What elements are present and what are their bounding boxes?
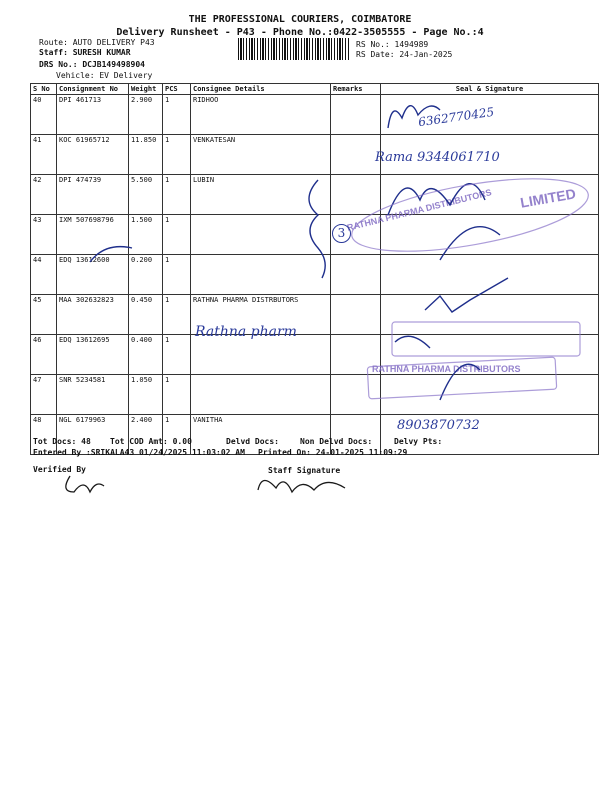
cell-consignment: MAA 302632823 bbox=[57, 295, 129, 335]
total-docs: Tot Docs: 48 bbox=[33, 437, 91, 446]
cell-consignment: SNR 5234581 bbox=[57, 375, 129, 415]
cell-sno: 48 bbox=[31, 415, 57, 455]
handwritten-circled-number: 3 bbox=[332, 224, 351, 243]
cell-consignee: RATHNA PHARMA DISTRBUTORS bbox=[191, 295, 331, 335]
entered-by: Entered By :SRIKALA43 01/24/2025 11:03:02 AM bbox=[33, 448, 245, 457]
handwritten-note-row41: Rama 9344061710 bbox=[375, 150, 500, 165]
cell-pcs: 1 bbox=[163, 95, 191, 135]
stamp-oval-top bbox=[347, 165, 594, 266]
staff: Staff: SURESH KUMAR bbox=[39, 48, 131, 57]
cell-consignment: KOC 61965712 bbox=[57, 135, 129, 175]
col-consignee: Consignee Details bbox=[191, 84, 331, 95]
cell-pcs: 1 bbox=[163, 415, 191, 455]
cell-weight: 2.400 bbox=[129, 415, 163, 455]
col-remarks: Remarks bbox=[331, 84, 381, 95]
cell-consignee: RIDHOO bbox=[191, 95, 331, 135]
cell-weight: 0.400 bbox=[129, 335, 163, 375]
cell-weight: 5.500 bbox=[129, 175, 163, 215]
cell-pcs: 1 bbox=[163, 215, 191, 255]
cell-consignment: EDQ 13612600 bbox=[57, 255, 129, 295]
stamp-text-top: RATHNA PHARMA DISTRIBUTORS bbox=[345, 187, 493, 233]
handwritten-phone-row40: 6362770425 bbox=[417, 104, 495, 130]
col-seal-signature: Seal & Signature bbox=[381, 84, 599, 95]
printed-on: Printed On: 24-01-2025 11:09:29 bbox=[258, 448, 408, 457]
staff-signature-label: Staff Signature bbox=[268, 466, 341, 475]
cell-consignee: VENKATESAN bbox=[191, 135, 331, 175]
cell-sno: 45 bbox=[31, 295, 57, 335]
verified-by-signature bbox=[66, 476, 104, 492]
runsheet-title: Delivery Runsheet - P43 - Phone No.:0422-3505555 - Page No.:4 bbox=[116, 27, 484, 38]
cell-pcs: 1 bbox=[163, 255, 191, 295]
total-cod: Tot COD Amt: 0.00 bbox=[110, 437, 192, 446]
stamp-rect-row47 bbox=[367, 357, 556, 399]
cell-sno: 43 bbox=[31, 215, 57, 255]
cell-weight: 11.850 bbox=[129, 135, 163, 175]
cell-consignee: LUBIN bbox=[191, 175, 331, 215]
cell-sno: 46 bbox=[31, 335, 57, 375]
signature-row42 bbox=[388, 184, 485, 215]
bracket-mark bbox=[309, 180, 325, 278]
handwritten-note-row46: Rathna pharm bbox=[195, 324, 297, 340]
signature-row46 bbox=[395, 336, 430, 348]
cell-pcs: 1 bbox=[163, 175, 191, 215]
cell-pcs: 1 bbox=[163, 375, 191, 415]
col-sno: S No bbox=[31, 84, 57, 95]
signature-row40-scribble bbox=[388, 106, 440, 128]
rs-date: RS Date: 24-Jan-2025 bbox=[356, 50, 453, 59]
cell-weight: 0.450 bbox=[129, 295, 163, 335]
cell-pcs: 1 bbox=[163, 135, 191, 175]
route: Route: AUTO DELIVERY P43 bbox=[39, 38, 155, 47]
cell-consignee: VANITHA bbox=[191, 415, 331, 455]
cell-consignment: EDQ 13612695 bbox=[57, 335, 129, 375]
handwritten-phone-row48: 8903870732 bbox=[397, 418, 480, 433]
non-delivered-docs: Non Delvd Docs: bbox=[300, 437, 373, 446]
cell-pcs: 1 bbox=[163, 335, 191, 375]
col-weight: Weight bbox=[129, 84, 163, 95]
cell-sno: 42 bbox=[31, 175, 57, 215]
cell-sno: 40 bbox=[31, 95, 57, 135]
staff-signature-scribble bbox=[258, 480, 345, 492]
stamp-text-limited: LIMITED bbox=[519, 185, 577, 211]
drs-number: DRS No.: DCJB149498904 bbox=[39, 60, 145, 69]
company-name: THE PROFESSIONAL COURIERS, COIMBATORE bbox=[188, 14, 412, 25]
verified-by-label: Verified By bbox=[33, 465, 86, 474]
cell-consignment: DPI 461713 bbox=[57, 95, 129, 135]
signature-row44 bbox=[440, 227, 500, 260]
cell-consignment: DPI 474739 bbox=[57, 175, 129, 215]
tick-mark-row44 bbox=[90, 247, 132, 262]
rs-number: RS No.: 1494989 bbox=[356, 40, 429, 49]
delivered-docs: Delvd Docs: bbox=[226, 437, 279, 446]
stamp-rect-row46 bbox=[392, 322, 580, 356]
cell-sno: 47 bbox=[31, 375, 57, 415]
cell-weight: 1.050 bbox=[129, 375, 163, 415]
cell-consignment: NGL 6179963 bbox=[57, 415, 129, 455]
cell-sno: 41 bbox=[31, 135, 57, 175]
vehicle: Vehicle: EV Delivery bbox=[56, 71, 153, 80]
cell-weight: 1.500 bbox=[129, 215, 163, 255]
stamp-text-bottom: RATHNA PHARMA DISTRIBUTORS bbox=[372, 364, 521, 374]
cell-weight: 0.200 bbox=[129, 255, 163, 295]
signature-row45 bbox=[425, 278, 508, 312]
delivery-points: Delvy Pts: bbox=[394, 437, 443, 446]
cell-weight: 2.900 bbox=[129, 95, 163, 135]
cell-consignment: IXM 507698796 bbox=[57, 215, 129, 255]
col-pcs: PCS bbox=[163, 84, 191, 95]
cell-pcs: 1 bbox=[163, 295, 191, 335]
col-consignment: Consignment No bbox=[57, 84, 129, 95]
cell-sno: 44 bbox=[31, 255, 57, 295]
